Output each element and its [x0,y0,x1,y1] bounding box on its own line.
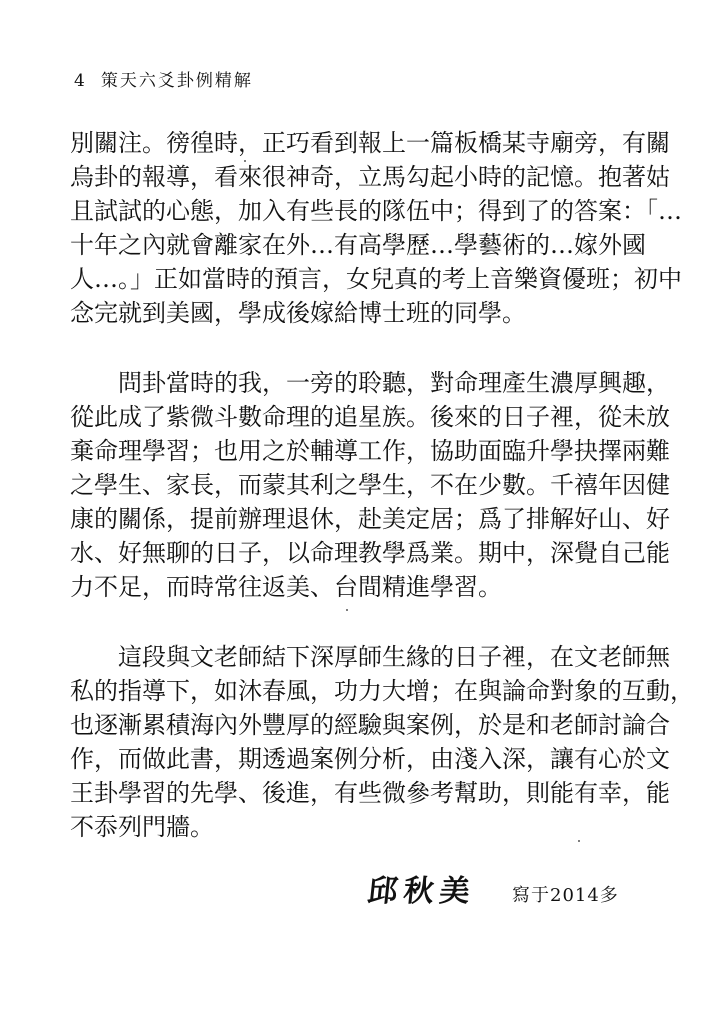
scan-speck [244,160,246,162]
text-line: 人…。」正如當時的預言，女兒真的考上音樂資優班；初中 [70,265,682,293]
text-line: 康的關係，提前辦理退休，赴美定居；爲了排解好山、好 [70,505,670,533]
scan-speck [346,609,348,611]
text-line: 問卦當時的我，一旁的聆聽，對命理產生濃厚興趣， [118,369,670,397]
text-line: 之學生、家長，而蒙其利之學生，不在少數。千禧年因健 [70,471,670,499]
text-line: 從此成了紫微斗數命理的追星族。後來的日子裡，從未放 [70,403,670,431]
paragraph-1 [70,126,682,330]
signature-block [365,866,619,910]
scan-speck [578,840,580,842]
book-title: 策天六爻卦例精解 [100,71,253,91]
text-line: 也逐漸累積海內外豐厚的經驗與案例，於是和老師討論合 [70,711,670,739]
text-line: 力不足，而時常往返美、台間精進學習。 [70,573,502,601]
signature-date: 寫于2014多 [512,885,619,906]
author-signature: 邱秋美 [365,874,478,909]
text-line: 別關注。徬徨時，正巧看到報上一篇板橋某寺廟旁，有關 [70,129,670,157]
text-line: 烏卦的報導，看來很神奇，立馬勾起小時的記憶。抱著姑 [70,163,670,191]
text-line: 王卦學習的先學、後進，有些微參考幫助，則能有幸，能 [70,779,670,807]
page-number: 4 [74,71,87,91]
paragraph-3 [70,640,694,844]
text-line: 水、好無聊的日子，以命理教學爲業。期中，深覺自己能 [70,539,670,567]
body-text [70,126,694,844]
paragraph-2 [70,366,670,604]
text-line: 十年之內就會離家在外…有高學歷…學藝術的…嫁外國 [70,231,646,259]
text-line: 且試試的心態，加入有些長的隊伍中；得到了的答案：「… [70,197,682,225]
text-line: 棄命理學習；也用之於輔導工作，協助面臨升學抉擇兩難 [70,437,670,465]
text-line: 私的指導下，如沐春風，功力大增；在與論命對象的互動， [70,677,694,705]
text-line: 這段與文老師結下深厚師生緣的日子裡，在文老師無 [118,643,670,671]
running-header [74,66,253,91]
text-line: 不忝列門牆。 [70,813,214,841]
text-line: 作，而做此書，期透過案例分析，由淺入深，讓有心於文 [70,745,670,773]
text-line: 念完就到美國，學成後嫁給博士班的同學。 [70,299,526,327]
